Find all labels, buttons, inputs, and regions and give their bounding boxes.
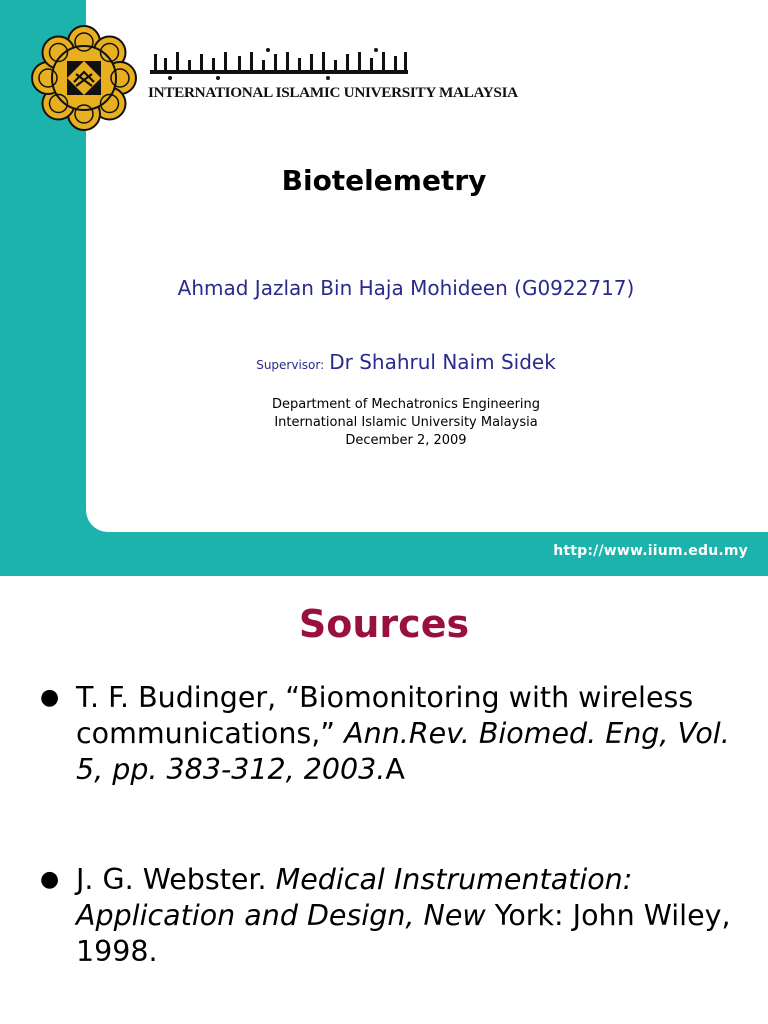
reference-item	[40, 680, 740, 788]
reference-text: T. F. Budinger, “Biomonitoring with wireless communications,” Ann.Rev. Biomed. Eng, Vol. 5, pp. 383-312, 2003.A	[76, 681, 730, 786]
university-name-logo-text: INTERNATIONAL ISLAMIC UNIVERSITY MALAYSIA	[148, 84, 518, 101]
reference-item	[40, 862, 740, 970]
supervisor-name: Dr Shahrul Naim Sidek	[329, 350, 556, 374]
reference-text: J. G. Webster. Medical Instrumentation: Application and Design, New York: John Wiley, 1998.	[76, 863, 731, 968]
iium-logo-icon	[28, 22, 140, 134]
university-arabic-script	[148, 48, 410, 82]
university-line: International Islamic University Malaysia	[274, 415, 538, 430]
bullet-icon: ●	[40, 867, 60, 892]
supervisor-line	[0, 350, 768, 374]
slide-title: Biotelemetry	[281, 164, 487, 197]
sources-title: Sources	[298, 602, 470, 646]
bullet-icon: ●	[40, 685, 60, 710]
footer-url-link[interactable]: http://www.iium.edu.my	[553, 543, 748, 559]
author-name: Ahmad Jazlan Bin Haja Mohideen (G0922717)	[177, 276, 635, 300]
presentation-date: December 2, 2009	[345, 433, 467, 448]
sources-slide	[0, 576, 768, 1024]
supervisor-label: Supervisor:	[256, 358, 325, 372]
affiliation-block	[0, 396, 768, 450]
department-name: Department of Mechatronics Engineering	[271, 397, 541, 412]
